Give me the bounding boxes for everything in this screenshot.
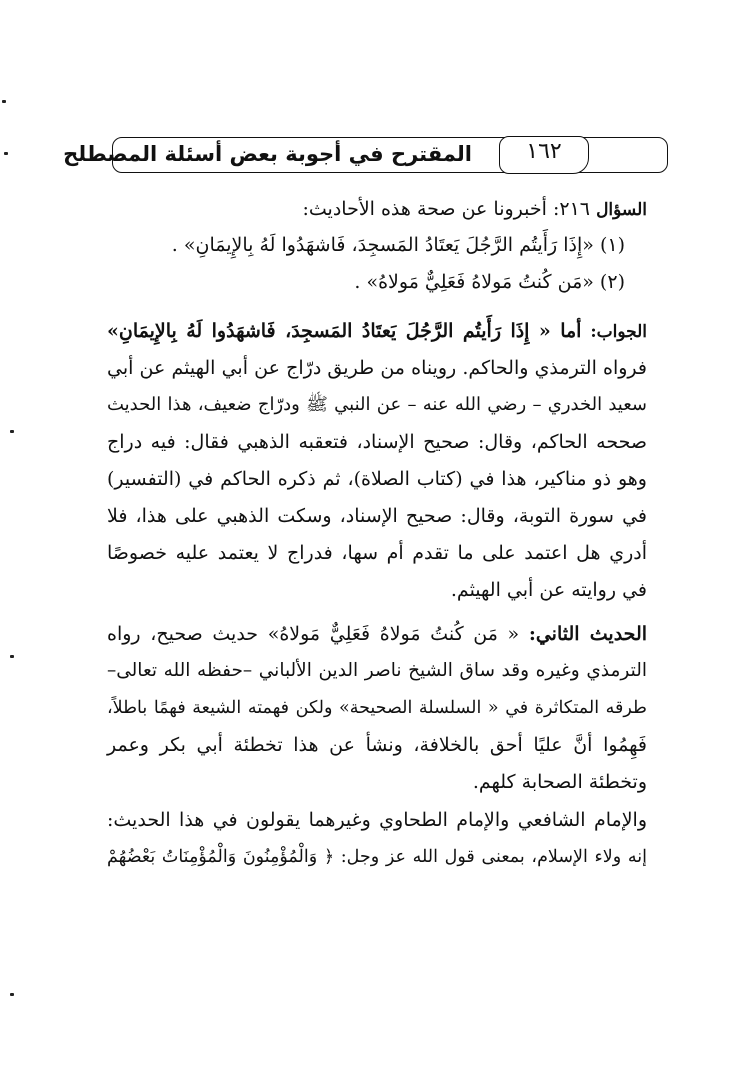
second-line-4: فَهِمُوا أنَّ عليًا أحق بالخلافة، ونشأ عن هذا تخطئة أبي بكر وعمر: [107, 734, 647, 756]
page-number: ١٦٢: [526, 139, 562, 164]
scan-speck: [4, 152, 8, 155]
question-label: السؤال: [596, 200, 647, 220]
second-label: الحديث الثاني:: [528, 623, 648, 645]
answer-line-7: أدري هل اعتمد على ما تقدم أم سها، فدراج لا يعتمد عليه خصوصًا: [107, 542, 647, 564]
answer-line-1: الجواب: أما « إِذَا رَأَيتُم الرَّجُلَ يَعتَادُ المَسجِدَ، فَاشهَدُوا لَهُ بِالإِيمَانِ»: [107, 320, 647, 342]
question-line: [302, 197, 647, 222]
question-number: ٢١٦:: [552, 198, 591, 220]
third-line-1: والإمام الشافعي والإمام الطحاوي وغيرهما يقولون في هذا الحديث:: [107, 809, 647, 831]
third-line-2: إنه ولاء الإسلام، بمعنى قول الله عز وجل: ﴿ وَالْمُؤْمِنُونَ وَالْمُؤْمِنَاتُ بَعْضُهُمْ: [107, 847, 647, 867]
running-header: [63, 137, 668, 173]
answer-line-2: فرواه الترمذي والحاكم. رويناه من طريق درّاج عن أبي الهيثم عن أبي: [107, 357, 647, 379]
scan-speck: [10, 655, 14, 658]
answer-label: الجواب:: [590, 322, 647, 342]
hadith-2: (٢) «مَن كُنتُ مَولاهُ فَعَلِيٌّ مَولاهُ» .: [354, 271, 625, 293]
book-title: المقترح في أجوبة بعض أسئلة المصطلح: [63, 142, 472, 166]
answer-line-6: في سورة التوبة، وقال: صحيح الإسناد، وسكت الذهبي على هذا، فلا: [107, 505, 647, 527]
page-number-tab: [499, 136, 589, 174]
answer-line-8: في روايته عن أبي الهيثم.: [450, 579, 647, 601]
second-line-3: طرقه المتكاثرة في « السلسلة الصحيحة» ولكن فهمته الشيعة فهمًا باطلاً،: [107, 698, 647, 718]
scan-speck: [10, 430, 14, 433]
question-intro: أخبرونا عن صحة هذه الأحاديث:: [302, 198, 547, 220]
second-line-1: الحديث الثاني: « مَن كُنتُ مَولاهُ فَعَلِيٌّ مَولاهُ» حديث صحيح، رواه: [107, 623, 648, 645]
second-line-5: وتخطئة الصحابة كلهم.: [472, 771, 647, 793]
answer-line-3: سعيد الخدري – رضي الله عنه – عن النبي ﷺ ودرّاج ضعيف، هذا الحديث: [107, 394, 647, 415]
scan-speck: [2, 100, 6, 103]
second-line-2: الترمذي وغيره وقد ساق الشيخ ناصر الدين الألباني –حفظه الله تعالى–: [107, 660, 647, 681]
hadith-1: (١) «إِذَا رَأَيتُم الرَّجُلَ يَعتَادُ المَسجِدَ، فَاشهَدُوا لَهُ بِالإِيمَانِ» .: [171, 234, 625, 256]
answer-line-5: وهو ذو مناكير، هذا في (كتاب الصلاة)، ثم ذكره الحاكم في (التفسير): [107, 468, 647, 490]
answer-line-4: صححه الحاكم، وقال: صحيح الإسناد، فتعقبه الذهبي فقال: فيه دراج: [107, 431, 647, 453]
scan-speck: [10, 993, 14, 996]
